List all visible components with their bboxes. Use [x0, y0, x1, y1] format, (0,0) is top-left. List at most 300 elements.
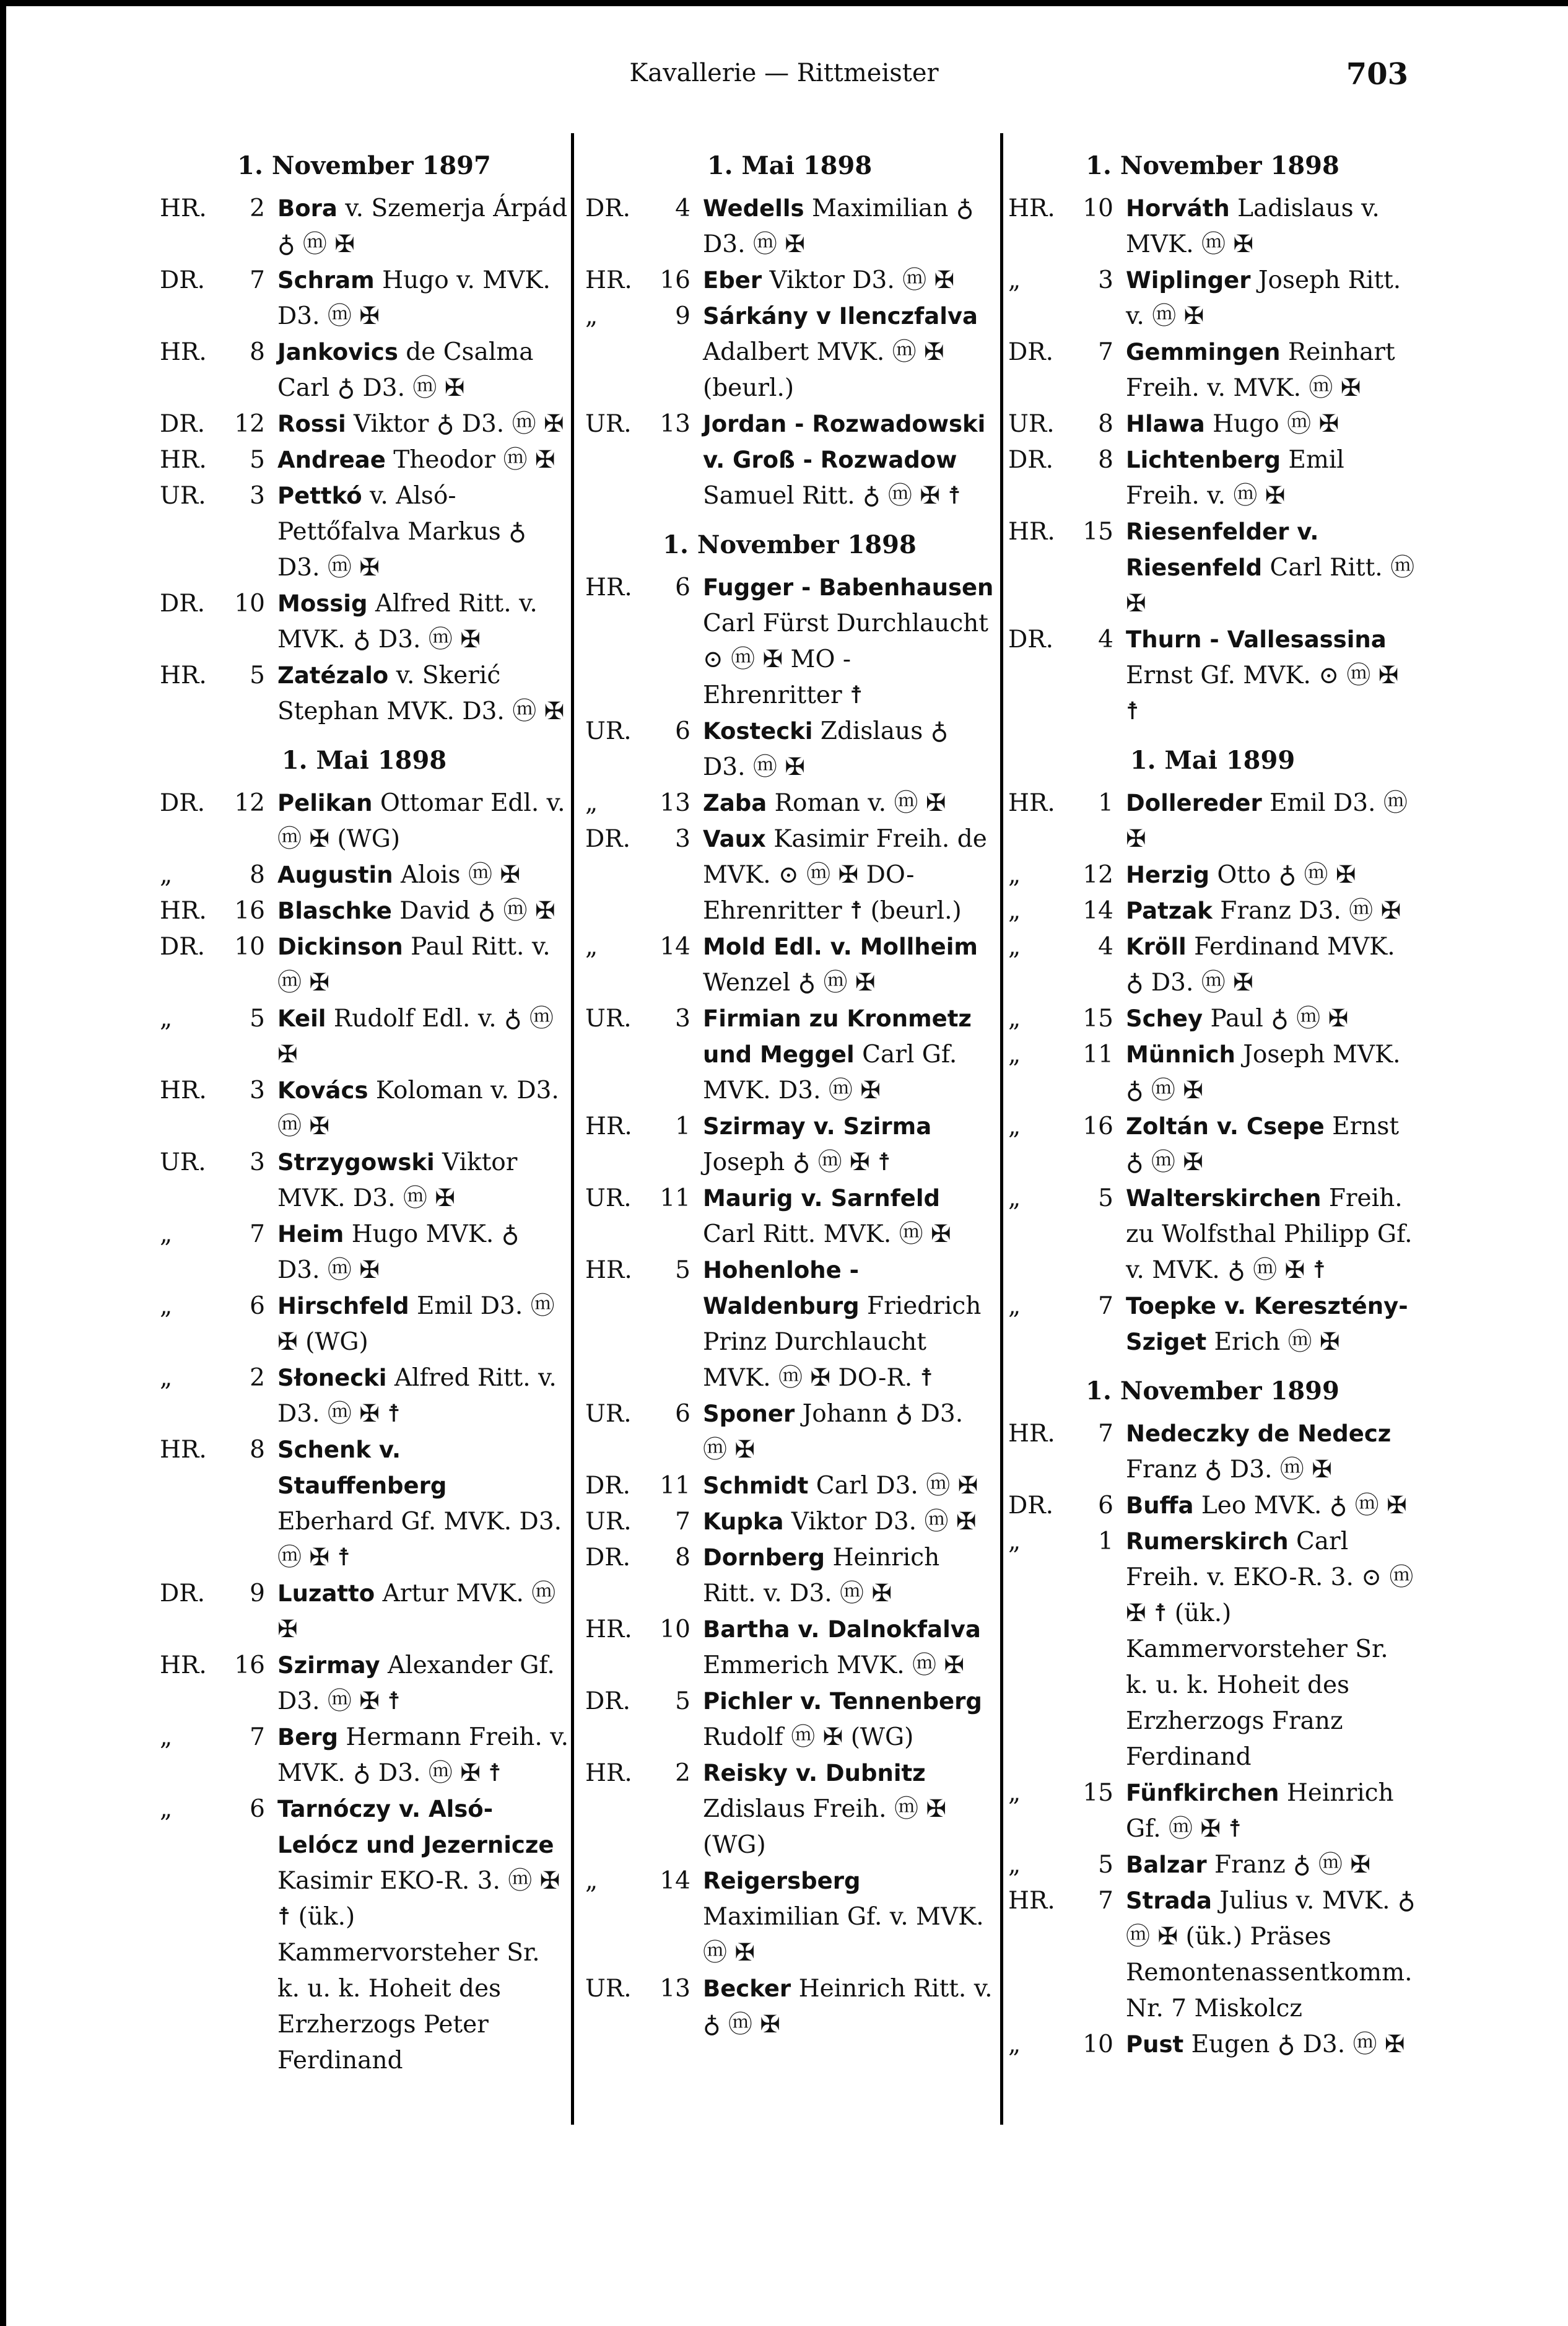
- list-item: [585, 263, 994, 299]
- entry-details: Ottomar Edl. v. ⓜ ✠ (WG): [277, 789, 565, 853]
- list-item: [1008, 1001, 1417, 1037]
- entry-details: Hugo v. MVK. D3. ⓜ ✠: [277, 266, 551, 330]
- column-3: [1008, 141, 1417, 2063]
- regiment-label: „: [160, 1220, 173, 1248]
- entry-text: [703, 1253, 994, 1396]
- regiment-number: 16: [1082, 1113, 1113, 1140]
- entry-details: Kasimir EKO-R. 3. ⓜ ✠ ☨ (ük.) Kammervorsteher Sr. k. u. k. Hoheit des Erzherzogs Peter Ferdinand: [277, 1867, 560, 2075]
- regiment-label: HR.: [160, 1436, 207, 1464]
- section-title: 1. Mai 1898: [281, 746, 447, 775]
- regiment-label: HR.: [585, 1759, 632, 1787]
- regiment-number: 11: [660, 1472, 690, 1500]
- regiment-label: HR.: [585, 266, 632, 294]
- surname: Pettkó: [277, 483, 362, 509]
- regiment-number: 12: [1082, 861, 1113, 889]
- entry-text: [277, 1288, 568, 1360]
- entry-text: [1126, 1524, 1417, 1775]
- list-item: [1008, 857, 1417, 893]
- list-item: [585, 406, 994, 514]
- entry-text: [703, 1755, 994, 1863]
- surname: Blaschke: [277, 898, 392, 924]
- regiment-number: 7: [250, 266, 265, 294]
- column-divider: [571, 133, 574, 2125]
- regiment-label: UR.: [585, 1975, 632, 2003]
- regiment-label: „: [1008, 897, 1021, 925]
- regiment-label: „: [585, 933, 598, 961]
- surname: Kovács: [277, 1077, 368, 1104]
- list-item: [160, 586, 568, 658]
- surname: Riesenfelder v. Riesenfeld: [1126, 518, 1319, 581]
- regiment-number: 8: [1098, 410, 1113, 438]
- surname: Mossig: [277, 590, 368, 617]
- surname: Firmian zu Kronmetz und Meggel: [703, 1005, 972, 1068]
- regiment-label: „: [585, 789, 598, 817]
- entry-details: Alfred Ritt. v. MVK. ♁ D3. ⓜ ✠: [277, 590, 538, 654]
- regiment-label: UR.: [585, 1508, 632, 1536]
- entry-details: Koloman v. D3. ⓜ ✠: [277, 1077, 559, 1140]
- regiment-label: „: [1008, 1041, 1021, 1069]
- entry-text: [277, 1073, 568, 1145]
- entry-details: Emil Freih. v. ⓜ ✠: [1126, 446, 1344, 510]
- entry-details: Carl Freih. v. EKO-R. 3. ⊙ ⓜ ✠ ☨ (ük.) Kammervorsteher Sr. k. u. k. Hoheit des Erzherzogs Franz Ferdinand: [1126, 1528, 1414, 1771]
- regiment-label: HR.: [1008, 195, 1055, 222]
- list-item: [1008, 334, 1417, 406]
- regiment-number: 7: [1098, 1887, 1113, 1915]
- regiment-number: 11: [660, 1184, 690, 1212]
- entry-text: [703, 1863, 994, 1971]
- column-1: [160, 141, 568, 2079]
- regiment-label: UR.: [160, 482, 206, 510]
- entry-details: Viktor ♁ D3. ⓜ ✠: [346, 410, 564, 438]
- regiment-label: HR.: [160, 195, 207, 222]
- entry-text: [277, 1360, 568, 1432]
- list-item: [160, 263, 568, 334]
- list-item: [160, 1791, 568, 2079]
- entry-details: Theodor ⓜ ✠: [385, 446, 555, 474]
- entry-details: Maximilian Gf. v. MVK. ⓜ ✠: [703, 1903, 984, 1967]
- surname: Toepke v. Keresztény-Sziget: [1126, 1293, 1408, 1355]
- entry-text: [1126, 263, 1417, 334]
- surname: Eber: [703, 267, 762, 294]
- entry-details: Viktor MVK. D3. ⓜ ✠: [277, 1148, 518, 1212]
- entry-text: [277, 1648, 568, 1720]
- list-item: [160, 1073, 568, 1145]
- entry-text: [703, 785, 994, 821]
- regiment-label: DR.: [585, 825, 631, 853]
- entry-text: [703, 821, 994, 929]
- entry-text: [277, 785, 568, 857]
- list-item: [160, 1360, 568, 1432]
- regiment-number: 9: [675, 302, 690, 330]
- list-item: [160, 191, 568, 263]
- surname: Schram: [277, 267, 375, 294]
- entry-text: [703, 299, 994, 406]
- regiment-label: HR.: [585, 1616, 632, 1643]
- entry-details: Alexander Gf. D3. ⓜ ✠ ☨: [277, 1651, 555, 1715]
- regiment-label: „: [1008, 1113, 1021, 1140]
- regiment-label: DR.: [1008, 338, 1054, 366]
- entry-details: Freih. zu Wolfsthal Philipp Gf. v. MVK. ♁ ⓜ ✠ ☨: [1126, 1184, 1413, 1284]
- surname: Vaux: [703, 826, 766, 852]
- regiment-label: DR.: [160, 590, 206, 618]
- list-item: [585, 1612, 994, 1684]
- surname: Rossi: [277, 411, 346, 437]
- surname: Schey: [1126, 1005, 1203, 1032]
- entry-text: [1126, 2027, 1417, 2063]
- regiment-number: 4: [1098, 933, 1113, 961]
- entry-details: Zdislaus Freih. ⓜ ✠ (WG): [703, 1795, 947, 1859]
- surname: Zaba: [703, 790, 767, 816]
- entry-text: [1126, 1847, 1417, 1883]
- regiment-number: 13: [660, 1975, 690, 2003]
- entry-details: de Csalma Carl ♁ D3. ⓜ ✠: [277, 338, 534, 402]
- entry-details: Paul Ritt. v. ⓜ ✠: [277, 933, 551, 997]
- surname: Buffa: [1126, 1492, 1194, 1519]
- entry-text: [703, 1504, 994, 1540]
- entry-text: [1126, 857, 1417, 893]
- list-item: [1008, 1524, 1417, 1775]
- entry-text: [1126, 406, 1417, 442]
- entry-details: Carl D3. ⓜ ✠: [808, 1472, 978, 1500]
- regiment-number: 5: [250, 1005, 265, 1033]
- surname: Jankovics: [277, 339, 398, 365]
- regiment-number: 16: [660, 266, 690, 294]
- regiment-number: 15: [1082, 518, 1113, 546]
- surname: Reigersberg: [703, 1868, 861, 1894]
- entry-text: [1126, 514, 1417, 622]
- entry-details: Julius v. MVK. ♁ ⓜ ✠ (ük.) Präses Remontenassentkomm. Nr. 7 Miskolcz: [1126, 1887, 1416, 2022]
- regiment-number: 5: [250, 662, 265, 689]
- entry-details: Artur MVK. ⓜ ✠: [277, 1580, 556, 1643]
- surname: Szirmay: [277, 1652, 380, 1679]
- entry-text: [1126, 785, 1417, 857]
- surname: Dollereder: [1126, 790, 1262, 816]
- surname: Sárkány v Ilenczfalva: [703, 303, 978, 330]
- entry-text: [1126, 1109, 1417, 1181]
- regiment-label: „: [1008, 1779, 1021, 1807]
- regiment-number: 5: [1098, 1184, 1113, 1212]
- surname: Jordan - Rozwadowski v. Groß - Rozwadow: [703, 411, 986, 473]
- entry-text: [277, 1576, 568, 1648]
- list-item: [1008, 191, 1417, 263]
- entry-text: [277, 1217, 568, 1288]
- section-title: 1. November 1897: [237, 151, 491, 180]
- entry-text: [1126, 929, 1417, 1001]
- regiment-label: UR.: [585, 1184, 632, 1212]
- regiment-number: 14: [1082, 897, 1113, 925]
- entry-text: [277, 929, 568, 1001]
- list-item: [585, 1109, 994, 1181]
- regiment-label: HR.: [160, 662, 207, 689]
- list-item: [1008, 1883, 1417, 2027]
- entry-text: [1126, 1883, 1417, 2027]
- regiment-number: 2: [675, 1759, 690, 1787]
- regiment-label: DR.: [585, 195, 631, 222]
- regiment-label: „: [1008, 1851, 1021, 1879]
- regiment-label: HR.: [160, 1077, 207, 1104]
- regiment-number: 15: [1082, 1779, 1113, 1807]
- surname: Pust: [1126, 2031, 1184, 2058]
- list-item: [585, 785, 994, 821]
- entry-details: Rudolf ⓜ ✠ (WG): [703, 1723, 914, 1751]
- entry-text: [1126, 893, 1417, 929]
- regiment-number: 12: [234, 789, 265, 817]
- surname: Wedells: [703, 195, 804, 222]
- regiment-number: 10: [1082, 2031, 1113, 2058]
- regiment-label: DR.: [1008, 1492, 1054, 1519]
- surname: Patzak: [1126, 898, 1213, 924]
- list-item: [1008, 263, 1417, 334]
- regiment-label: DR.: [585, 1544, 631, 1572]
- regiment-number: 4: [675, 195, 690, 222]
- list-item: [1008, 622, 1417, 730]
- regiment-label: UR.: [585, 1005, 632, 1033]
- regiment-number: 10: [234, 590, 265, 618]
- list-item: [585, 714, 994, 785]
- list-item: [1008, 785, 1417, 857]
- entry-details: Kasimir Freih. de MVK. ⊙ ⓜ ✠ DO-Ehrenritter ☨ (beurl.): [703, 825, 987, 925]
- regiment-number: 7: [1098, 1292, 1113, 1320]
- entry-text: [277, 334, 568, 406]
- regiment-number: 3: [675, 825, 690, 853]
- regiment-label: „: [1008, 266, 1021, 294]
- entry-text: [703, 191, 994, 263]
- list-item: [585, 299, 994, 406]
- entry-details: David ♁ ⓜ ✠: [391, 897, 555, 925]
- entry-details: Otto ♁ ⓜ ✠: [1209, 861, 1356, 889]
- list-item: [1008, 442, 1417, 514]
- regiment-label: „: [1008, 933, 1021, 961]
- surname: Fünfkirchen: [1126, 1780, 1279, 1806]
- entry-details: Carl Ritt. MVK. ⓜ ✠: [703, 1220, 951, 1248]
- regiment-number: 14: [660, 933, 690, 961]
- surname: Fugger - Babenhausen: [703, 574, 994, 601]
- entry-text: [1126, 1288, 1417, 1360]
- entry-text: [703, 1109, 994, 1181]
- list-item: [160, 334, 568, 406]
- regiment-number: 7: [1098, 338, 1113, 366]
- entry-text: [1126, 334, 1417, 406]
- list-item: [585, 1540, 994, 1612]
- list-item: [1008, 1847, 1417, 1883]
- regiment-label: „: [160, 1723, 173, 1751]
- entry-details: Emil D3. ⓜ ✠: [1126, 789, 1408, 853]
- regiment-label: HR.: [1008, 1887, 1055, 1915]
- entry-details: Franz ♁ ⓜ ✠: [1206, 1851, 1371, 1879]
- list-item: [1008, 406, 1417, 442]
- surname: Becker: [703, 1975, 791, 2002]
- regiment-label: HR.: [585, 1256, 632, 1284]
- entry-details: Alfred Ritt. v. D3. ⓜ ✠ ☨: [277, 1364, 557, 1428]
- surname: Pichler v. Tennenberg: [703, 1688, 982, 1715]
- surname: Bartha v. Dalnokfalva: [703, 1616, 981, 1643]
- regiment-number: 3: [250, 1148, 265, 1176]
- list-item: [160, 658, 568, 730]
- regiment-number: 3: [250, 1077, 265, 1104]
- entry-text: [703, 714, 994, 785]
- regiment-number: 16: [234, 1651, 265, 1679]
- regiment-label: HR.: [160, 897, 207, 925]
- list-item: [585, 1001, 994, 1109]
- entry-details: Heinrich Ritt. v. ♁ ⓜ ✠: [703, 1975, 993, 2039]
- entry-details: Carl Fürst Durchlaucht ⊙ ⓜ ✠ MO - Ehrenritter ☨: [703, 610, 988, 709]
- entry-details: Joseph ♁ ⓜ ✠ ☨: [703, 1148, 891, 1176]
- surname: Kupka: [703, 1508, 784, 1535]
- entry-details: Eugen ♁ D3. ⓜ ✠: [1183, 2031, 1405, 2058]
- surname: Kröll: [1126, 933, 1187, 960]
- list-item: [1008, 929, 1417, 1001]
- entry-details: Alois ⓜ ✠: [393, 861, 521, 889]
- regiment-label: UR.: [585, 410, 632, 438]
- entry-text: [703, 1468, 994, 1504]
- entry-text: [703, 1181, 994, 1253]
- section-title: 1. Mai 1899: [1130, 746, 1296, 775]
- list-item: [585, 821, 994, 929]
- surname: Schmidt: [703, 1472, 809, 1499]
- regiment-number: 6: [250, 1795, 265, 1823]
- list-item: [1008, 893, 1417, 929]
- entry-text: [703, 1971, 994, 2043]
- regiment-number: 7: [250, 1220, 265, 1248]
- list-item: [585, 570, 994, 714]
- entry-text: [1126, 1181, 1417, 1288]
- regiment-number: 1: [675, 1113, 690, 1140]
- surname: Hlawa: [1126, 411, 1205, 437]
- regiment-label: DR.: [160, 933, 206, 961]
- entry-text: [703, 570, 994, 714]
- list-item: [160, 857, 568, 893]
- regiment-label: HR.: [585, 1113, 632, 1140]
- surname: Hirschfeld: [277, 1293, 409, 1319]
- entry-details: Franz D3. ⓜ ✠: [1212, 897, 1401, 925]
- entry-details: Maximilian ♁ D3. ⓜ ✠: [703, 195, 974, 258]
- entry-text: [277, 893, 568, 929]
- list-item: [1008, 1037, 1417, 1109]
- surname: Kostecki: [703, 718, 813, 745]
- entry-details: Joseph MVK. ♁ ⓜ ✠: [1126, 1041, 1401, 1104]
- regiment-label: DR.: [585, 1472, 631, 1500]
- surname: Bora: [277, 195, 338, 222]
- list-item: [1008, 1416, 1417, 1488]
- regiment-label: „: [160, 1005, 173, 1033]
- regiment-number: 6: [675, 717, 690, 745]
- regiment-number: 16: [234, 897, 265, 925]
- surname: Zatézalo: [277, 662, 389, 689]
- list-item: [160, 785, 568, 857]
- surname: Walterskirchen: [1126, 1185, 1322, 1212]
- regiment-number: 1: [1098, 789, 1113, 817]
- surname: Szirmay v. Szirma: [703, 1113, 932, 1140]
- surname: Słonecki: [277, 1365, 387, 1391]
- surname: Hohenlohe - Waldenburg: [703, 1257, 860, 1319]
- surname: Balzar: [1126, 1852, 1207, 1878]
- regiment-label: UR.: [585, 1400, 632, 1428]
- list-item: [160, 1217, 568, 1288]
- entry-text: [277, 263, 568, 334]
- regiment-number: 10: [234, 933, 265, 961]
- column-2: [585, 141, 994, 2043]
- entry-details: Reinhart Freih. v. MVK. ⓜ ✠: [1126, 338, 1395, 402]
- section-title: 1. November 1898: [1086, 151, 1339, 180]
- regiment-number: 5: [675, 1256, 690, 1284]
- entry-details: Joseph Ritt. v. ⓜ ✠: [1126, 266, 1401, 330]
- regiment-number: 8: [250, 861, 265, 889]
- regiment-label: „: [160, 861, 173, 889]
- list-item: [1008, 1775, 1417, 1847]
- regiment-label: HR.: [585, 574, 632, 601]
- regiment-label: „: [160, 1292, 173, 1320]
- page-number: 703: [1346, 57, 1408, 92]
- surname: Luzatto: [277, 1580, 375, 1607]
- list-item: [160, 1432, 568, 1576]
- entry-details: Heinrich Gf. ⓜ ✠ ☨: [1126, 1779, 1394, 1843]
- regiment-number: 5: [250, 446, 265, 474]
- regiment-number: 7: [250, 1723, 265, 1751]
- list-item: [160, 1001, 568, 1073]
- entry-text: [277, 658, 568, 730]
- regiment-number: 5: [675, 1687, 690, 1715]
- regiment-label: HR.: [160, 338, 207, 366]
- entry-text: [1126, 622, 1417, 730]
- list-item: [160, 478, 568, 586]
- entry-text: [277, 857, 568, 893]
- entry-details: Paul ♁ ⓜ ✠: [1203, 1005, 1349, 1033]
- list-item: [160, 1720, 568, 1791]
- list-item: [160, 929, 568, 1001]
- entry-text: [1126, 191, 1417, 263]
- regiment-label: „: [1008, 1528, 1021, 1555]
- regiment-number: 7: [1098, 1420, 1113, 1448]
- regiment-number: 8: [675, 1544, 690, 1572]
- entry-details: Samuel Ritt. ♁ ⓜ ✠ ☨: [703, 482, 961, 510]
- regiment-number: 10: [660, 1616, 690, 1643]
- surname: Maurig v. Sarnfeld: [703, 1185, 941, 1212]
- surname: Lichtenberg: [1126, 447, 1281, 473]
- regiment-label: „: [160, 1795, 173, 1823]
- entry-details: Viktor D3. ⓜ ✠: [762, 266, 955, 294]
- regiment-label: „: [1008, 2031, 1021, 2058]
- regiment-label: DR.: [160, 266, 206, 294]
- regiment-label: HR.: [160, 446, 207, 474]
- entry-details: Friedrich Prinz Durchlaucht MVK. ⓜ ✠ DO-R. ☨: [703, 1292, 982, 1392]
- entry-details: Wenzel ♁ ⓜ ✠: [703, 969, 876, 997]
- regiment-label: UR.: [160, 1148, 206, 1176]
- entry-text: [277, 406, 568, 442]
- entry-details: Leo MVK. ♁ ⓜ ✠: [1193, 1492, 1407, 1519]
- regiment-label: „: [585, 302, 598, 330]
- entry-details: Roman v. ⓜ ✠: [767, 789, 946, 817]
- entry-text: [277, 1001, 568, 1073]
- surname: Heim: [277, 1221, 344, 1248]
- entry-details: Ladislaus v. MVK. ⓜ ✠: [1126, 195, 1380, 258]
- surname: Horváth: [1126, 195, 1230, 222]
- surname: Rumerskirch: [1126, 1528, 1289, 1555]
- entry-details: Hermann Freih. v. MVK. ♁ D3. ⓜ ✠ ☨: [277, 1723, 568, 1787]
- list-item: [1008, 1109, 1417, 1181]
- entry-text: [277, 1432, 568, 1576]
- entry-details: Carl Ritt. ⓜ ✠: [1126, 554, 1415, 618]
- regiment-label: HR.: [1008, 1420, 1055, 1448]
- list-item: [160, 1288, 568, 1360]
- surname: Mold Edl. v. Mollheim: [703, 933, 978, 960]
- regiment-label: DR.: [1008, 446, 1054, 474]
- entry-text: [703, 1396, 994, 1468]
- surname: Zoltán v. Csepe: [1126, 1113, 1325, 1140]
- entry-details: Erich ⓜ ✠: [1206, 1328, 1340, 1356]
- regiment-number: 9: [250, 1580, 265, 1607]
- surname: Münnich: [1126, 1041, 1235, 1068]
- entry-details: Eberhard Gf. MVK. D3. ⓜ ✠ ☨: [277, 1508, 562, 1572]
